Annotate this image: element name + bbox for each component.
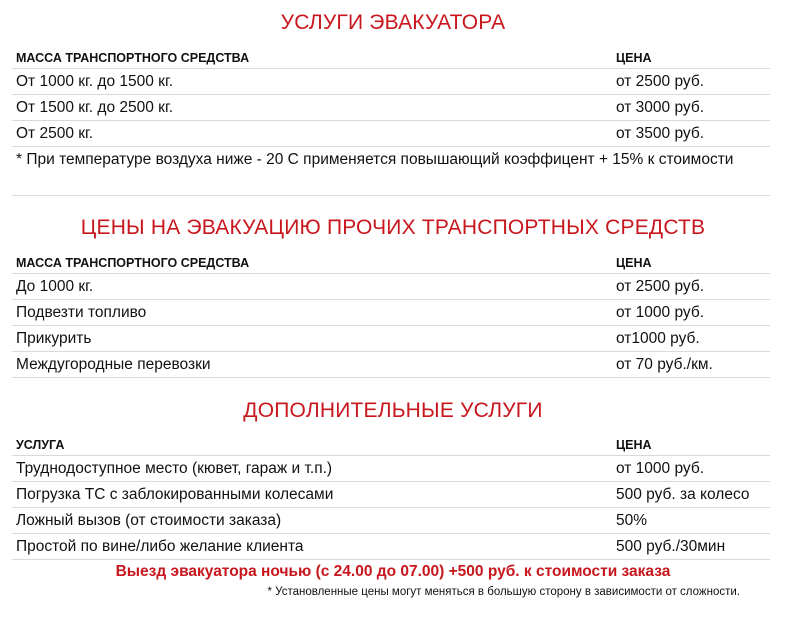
row-label: Простой по вине/либо желание клиента [16, 538, 304, 555]
row-label: Труднодоступное место (кювет, гараж и т.п.) [16, 460, 333, 477]
table-row [12, 455, 770, 482]
table-header [12, 253, 770, 274]
table-row [12, 351, 770, 378]
row-price: от 3000 руб. [616, 99, 705, 116]
table-row [12, 94, 770, 121]
row-label: Погрузка ТС с заблокированными колесами [16, 486, 334, 503]
table-row [12, 120, 770, 147]
night-call-notice: Выезд эвакуатора ночью (с 24.00 до 07.00) +500 руб. к стоимости заказа [115, 563, 671, 580]
temperature-note: * При температуре воздуха ниже - 20 С применяется повышающий коэффицент + 15% к стоимости [16, 151, 734, 168]
row-label: Ложный вызов (от стоимости заказа) [16, 512, 282, 529]
table-row [12, 299, 770, 326]
column-header-mass: МАССА ТРАНСПОРТНОГО СРЕДСТВА [16, 51, 250, 65]
row-price: от 2500 руб. [616, 73, 705, 90]
row-label: От 1500 кг. до 2500 кг. [16, 99, 174, 116]
section-title-other-vehicles: ЦЕНЫ НА ЭВАКУАЦИЮ ПРОЧИХ ТРАНСПОРТНЫХ СРЕДСТВ [80, 216, 706, 239]
section-title-additional-services: ДОПОЛНИТЕЛЬНЫЕ УСЛУГИ [243, 399, 543, 422]
divider [12, 195, 770, 196]
row-label: Подвезти топливо [16, 304, 147, 321]
table-header [12, 48, 770, 69]
column-header-price: ЦЕНА [616, 256, 652, 270]
row-label: Прикурить [16, 330, 92, 347]
table-row [12, 481, 770, 508]
row-price: 500 руб. за колесо [616, 486, 750, 503]
section-title-tow-services: УСЛУГИ ЭВАКУАТОРА [280, 11, 506, 34]
row-price: от 3500 руб. [616, 125, 705, 142]
row-price: от1000 руб. [616, 330, 700, 347]
row-label: До 1000 кг. [16, 278, 94, 295]
footer-note: * Установленные цены могут меняться в большую сторону в зависимости от сложности. [267, 586, 740, 598]
row-price: от 2500 руб. [616, 278, 705, 295]
column-header-price: ЦЕНА [616, 51, 652, 65]
table-row [12, 273, 770, 300]
row-label: Междугородные перевозки [16, 356, 211, 373]
table-header [12, 435, 770, 456]
table-row [12, 325, 770, 352]
row-price: 500 руб./30мин [616, 538, 726, 555]
row-price: от 70 руб./км. [616, 356, 713, 373]
table-row [12, 507, 770, 534]
table-row [12, 533, 770, 560]
table-row [12, 68, 770, 95]
column-header-service: УСЛУГА [16, 438, 65, 452]
row-label: От 1000 кг. до 1500 кг. [16, 73, 174, 90]
column-header-mass: МАССА ТРАНСПОРТНОГО СРЕДСТВА [16, 256, 250, 270]
row-label: От 2500 кг. [16, 125, 94, 142]
row-price: от 1000 руб. [616, 304, 705, 321]
column-header-price: ЦЕНА [616, 438, 652, 452]
row-price: 50% [616, 512, 648, 529]
row-price: от 1000 руб. [616, 460, 705, 477]
